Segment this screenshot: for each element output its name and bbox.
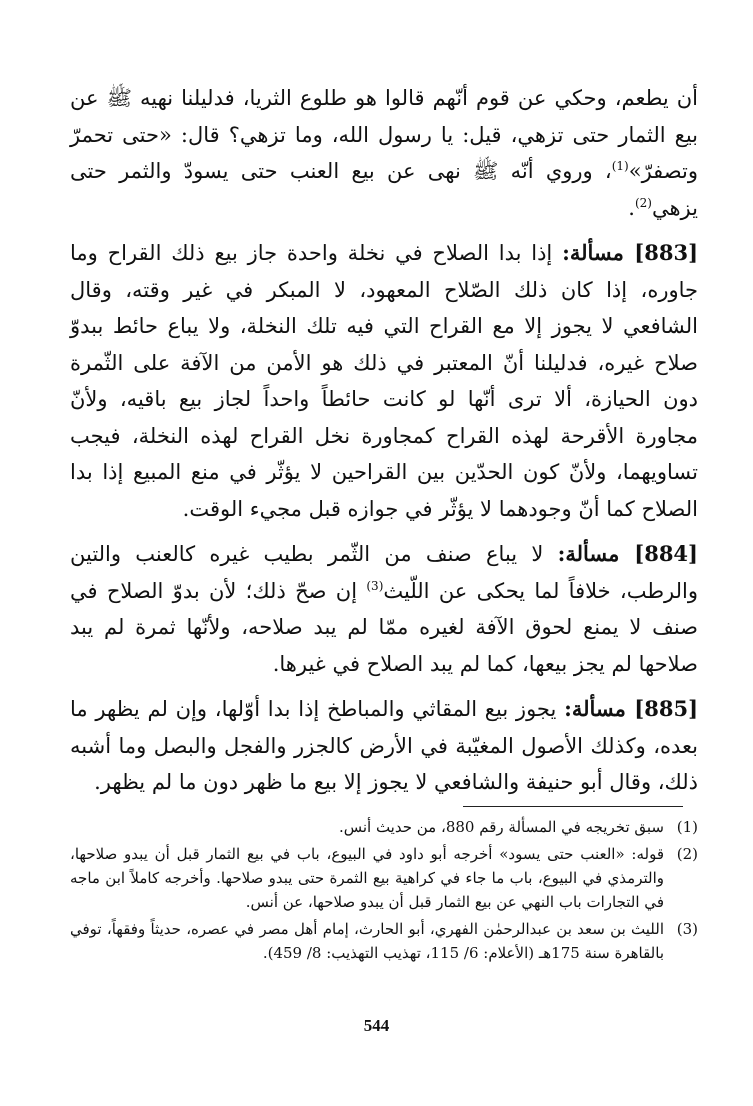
footnote-2-text: قوله: «العنب حتى يسود» أخرجه أبو داود في البيوع، باب في بيع الثمار قبل أن يبدو صلاحها، والترمذي في البيوع، باب ما جاء في كراهية بيع الثمرة حتى يبدو صلاحها. وأخرجه كاملاً ابن ماجه في التجارات باب النهي عن بيع الثمار قبل أن يبدو صلاحها، عن أنس.	[70, 845, 664, 911]
page-number: 544	[363, 1016, 390, 1035]
footnotes	[70, 815, 698, 968]
footnote-3-text: الليث بن سعد بن عبدالرحمٰن الفهري، أبو الحارث، إمام أهل مصر في عصره، حديثاً وفقهاً، توفي بالقاهرة سنة 175هـ (الأعلام: 6/ 115، تهذيب التهذيب: 8/ 459).	[70, 920, 664, 962]
masala-884-text-a: لا يباع صنف من الثّمر بطيب غيره كالعنب والتين والرطب، خلافاً لما يحكى عن اللّيث	[70, 542, 698, 603]
footnote-3	[70, 917, 698, 965]
footnote-separator	[463, 806, 683, 807]
footnote-1-number: (1)	[676, 818, 698, 836]
footnote-2-number: (2)	[676, 845, 698, 863]
masala-885-label: [885] مسألة:	[564, 696, 698, 721]
masala-885-text: يجوز بيع المقاثي والمباطخ إذا بدا أوّلها، وإن لم يظهر ما بعده، وكذلك الأصول المغيّبة في الأرض كالجزر والفجل والبصل وما أشبه ذلك، وقال أبو حنيفة والشافعي لا يجوز إلا بيع ما ظهر دون ما لم يظهر.	[70, 697, 698, 794]
footnote-2	[70, 842, 698, 914]
intro-text-3: .	[628, 195, 635, 220]
masala-883	[70, 235, 698, 527]
masala-884-text-b: إن صحّ ذلك؛ لأن بدوّ الصلاح في صنف لا يمنع لحوق الآفة لغيره ممّا لم يبد صلاحه، ولأنّها ثمرة لم يبد صلاحها لم يجز بيعها، كما لم يبد الصلاح في غيرها.	[70, 578, 698, 676]
masala-885	[70, 691, 698, 801]
main-text	[70, 80, 698, 810]
footnote-ref-1[interactable]: (1)	[611, 159, 629, 173]
intro-paragraph	[70, 80, 698, 226]
masala-884-label: [884] مسألة:	[557, 541, 698, 566]
masala-883-text: إذا بدا الصلاح في نخلة واحدة جاز بيع ذلك القراح وما جاوره، إذا كان ذلك الصّلاح المعهود، لا المبكر في غير وقته، وقال الشافعي لا يجوز إلا مع القراح التي فيه تلك النخلة، ولا يباع حائط ببدوّ صلاح غيره، فدليلنا أنّ المعتبر في ذلك هو الأمن من الآفة على الثّمرة دون الحيازة، ألا ترى أنّها لو كانت حائطاً واحداً لجاز بيع باقيه، ولأنّ مجاورة الأقرحة لهذه القراح كمجاورة نخل القراح لهذه النخلة، فيجب تساويهما، ولأنّ كون الحدّين بين القراحين لا يؤثّر في منع المبيع إذا بدا الصلاح كما أنّ وجودهما لا يؤثّر في جوازه قبل مجيء الوقت.	[70, 241, 698, 521]
footnote-3-number: (3)	[676, 920, 698, 938]
footnote-ref-3[interactable]: (3)	[366, 578, 384, 593]
intro-text-2: ، وروي أنّه ﷺ نهى عن بيع العنب حتى يسودّ والثمر حتى يزهي	[70, 159, 698, 220]
masala-884	[70, 536, 698, 682]
intro-text-1: أن يطعم، وحكي عن قوم أنّهم قالوا هو طلوع الثريا، فدليلنا نهيه ﷺ عن بيع الثمار حتى تزهي، قيل: يا رسول الله، وما تزهي؟ قال: «حتى تحمرّ وتصفرّ»	[70, 86, 698, 183]
footnote-1	[70, 815, 698, 839]
footnote-1-text: سبق تخريجه في المسألة رقم 880، من حديث أنس.	[338, 818, 664, 836]
masala-883-label: [883] مسألة:	[562, 240, 698, 265]
footnote-ref-2[interactable]: (2)	[634, 195, 652, 210]
